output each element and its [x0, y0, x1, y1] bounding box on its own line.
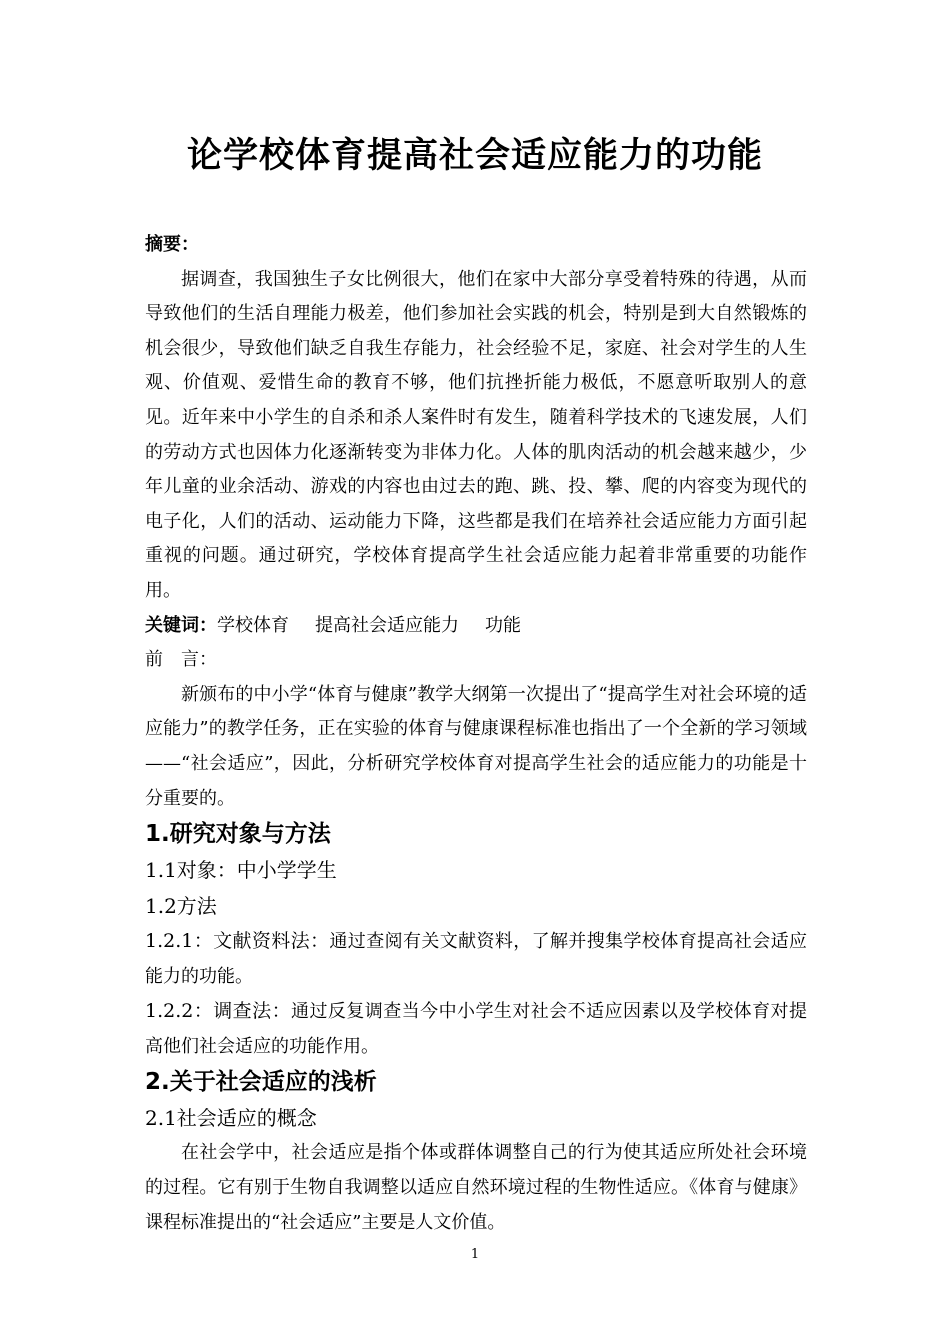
keywords-label: 关键词：	[145, 614, 217, 636]
method-2-label: 1.2.2：调查法：	[145, 1000, 292, 1023]
keywords-row	[145, 609, 807, 644]
section-1-2-heading: 1.2方法	[145, 894, 217, 919]
preface-text: 新颁布的中小学“体育与健康”教学大纲第一次提出了“提高学生对社会环境的适应能力”的教学任务，正在实验的体育与健康课程标准也指出了一个全新的学习领域——“社会适应”，因此，分析研究学校体育对提高学生社会的适应能力的功能是十分重要的。	[145, 683, 807, 809]
document-body	[145, 228, 807, 1240]
method-1-text: 通过查阅有关文献资料，了解并搜集学校体育提高社会适应能力的功能。	[145, 931, 807, 987]
section-1-1-heading: 1.1对象：中小学学生	[145, 858, 337, 883]
section-1-heading: 1.研究对象与方法	[145, 821, 331, 848]
keyword-item: 功能	[485, 614, 521, 636]
section-2-1-text: 在社会学中，社会适应是指个体或群体调整自己的行为使其适应所处社会环境的过程。它有别于生物自我调整以适应自然环境过程的生物性适应。《体育与健康》课程标准提出的“社会适应”主要是人文价值。	[145, 1142, 807, 1233]
method-1-paragraph	[145, 924, 807, 994]
page-number: 1	[470, 1247, 480, 1262]
document-title: 论学校体育提高社会适应能力的功能	[186, 136, 763, 176]
keyword-item: 学校体育	[217, 614, 289, 636]
method-1-label: 1.2.1：文献资料法：	[145, 930, 330, 953]
keyword-item: 提高社会适应能力	[315, 614, 459, 636]
method-2-text: 通过反复调查当今中小学生对社会不适应因素以及学校体育对提高他们社会适应的功能作用。	[145, 1001, 807, 1057]
abstract-label: 摘要：	[145, 234, 199, 255]
abstract-text: 据调查，我国独生子女比例很大，他们在家中大部分享受着特殊的待遇，从而导致他们的生活自理能力极差，他们参加社会实践的机会，特别是到大自然锻炼的机会很少，导致他们缺乏自我生存能力，社会经验不足，家庭、社会对学生的人生观、价值观、爱惜生命的教育不够，他们抗挫折能力极低，不愿意听取别人的意见。近年来中小学生的自杀和杀人案件时有发生，随着科学技术的飞速发展，人们的劳动方式也因体力化逐渐转变为非体力化。人体的肌肉活动的机会越来越少，少年儿童的业余活动、游戏的内容也由过去的跑、跳、投、攀、爬的内容变为现代的电子化，人们的活动、运动能力下降，这些都是我们在培养社会适应能力方面引起重视的问题。通过研究，学校体育提高学生社会适应能力起着非常重要的功能作用。	[145, 268, 807, 601]
method-2-paragraph	[145, 994, 807, 1064]
section-2-1-heading: 2.1社会适应的概念	[145, 1106, 317, 1131]
section-2-heading: 2.关于社会适应的浅析	[145, 1069, 377, 1096]
preface-label: 前 言：	[145, 649, 217, 671]
